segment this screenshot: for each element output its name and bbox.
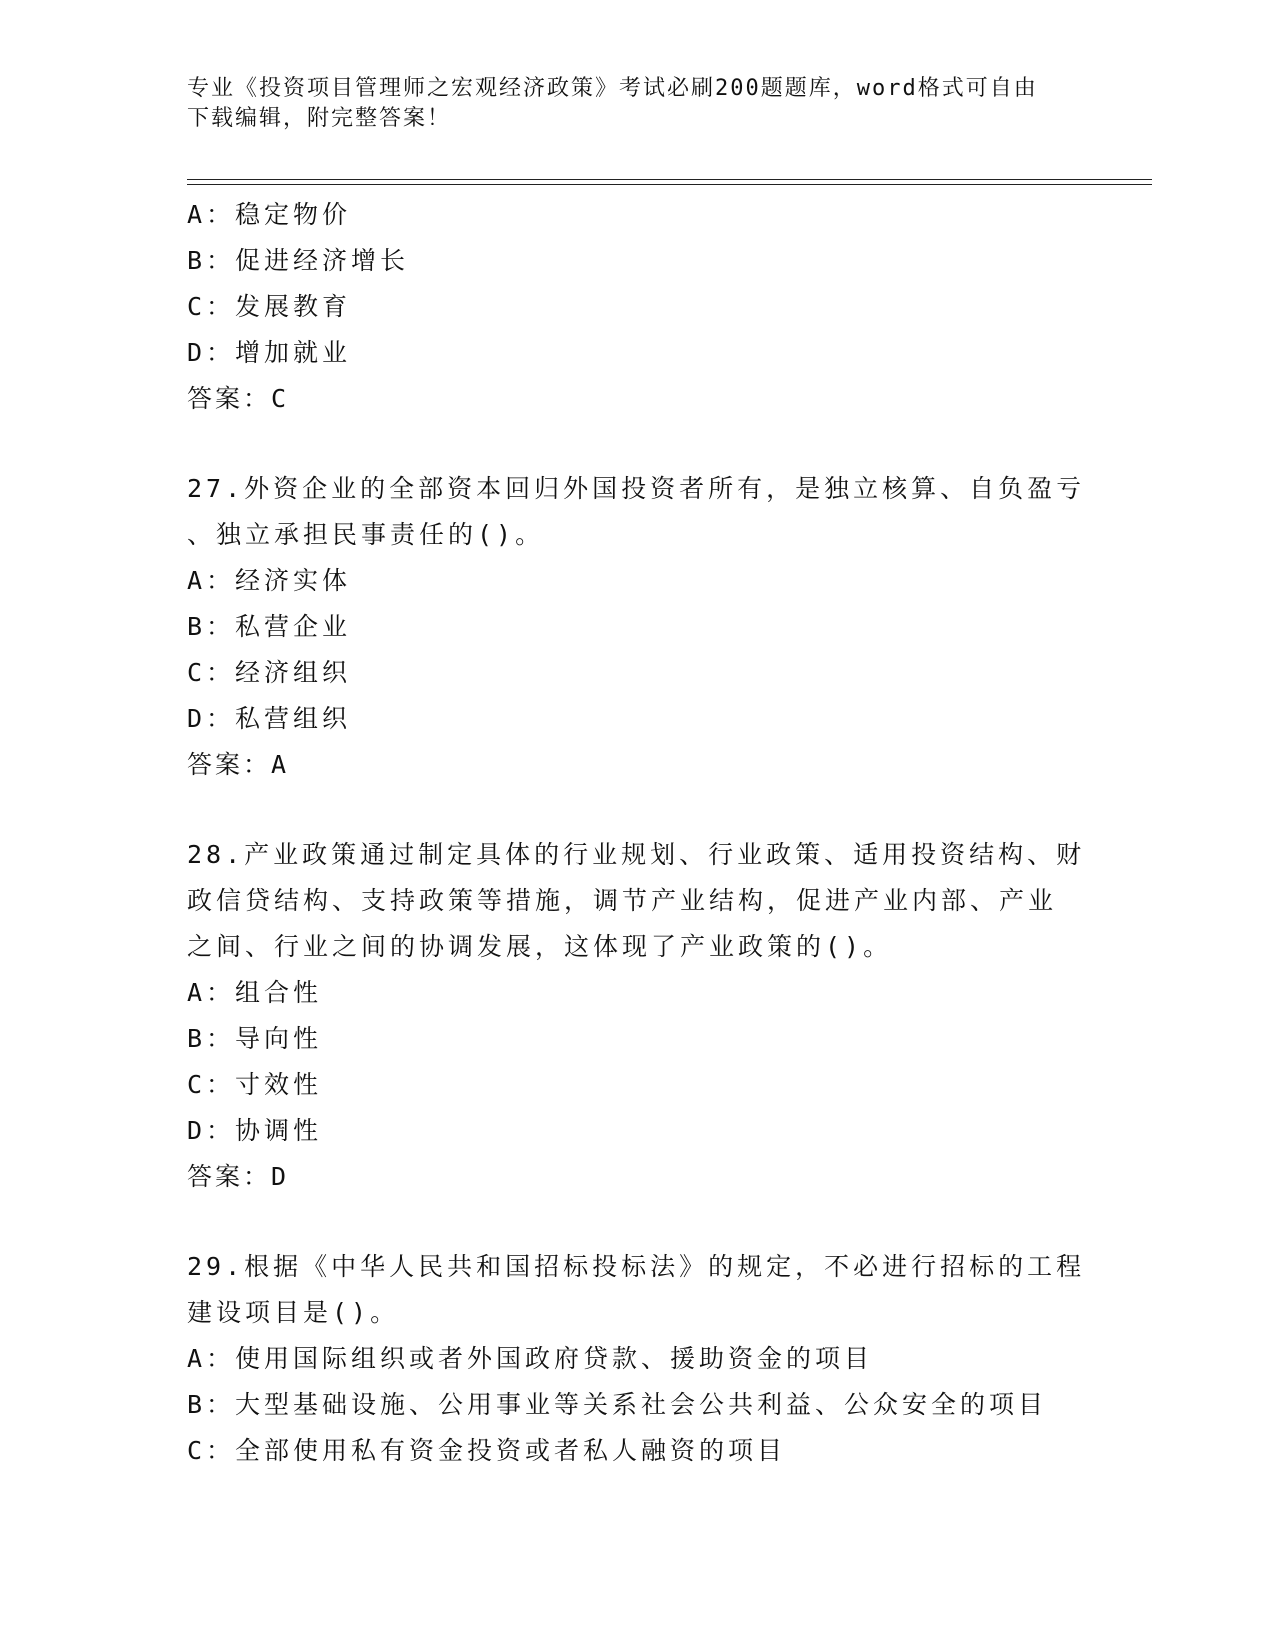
option-d: D：私营组织 [187,704,352,733]
question-stem-line: 、独立承担民事责任的()。 [187,520,545,549]
header-line-2: 下载编辑，附完整答案！ [187,106,452,131]
option-c: C：全部使用私有资金投资或者私人融资的项目 [187,1436,787,1465]
option-b: B：导向性 [187,1024,323,1053]
question-block [187,192,1087,422]
document-header [187,74,1067,134]
question-stem-line: 政信贷结构、支持政策等措施，调节产业结构，促进产业内部、产业 [187,886,1058,915]
answer-line: 答案：D [187,1162,290,1191]
answer-line: 答案：A [187,750,290,779]
answer-line: 答案：C [187,384,290,413]
question-block [187,1244,1087,1474]
header-rule-top [187,179,1152,180]
option-c: C：发展教育 [187,292,352,321]
question-block [187,466,1087,788]
header-line-1: 专业《投资项目管理师之宏观经济政策》考试必刷200题题库，word格式可自由 [187,76,1038,101]
option-d: D：协调性 [187,1116,323,1145]
question-block [187,832,1087,1200]
header-rule-bottom [187,184,1152,185]
question-stem-line: 27.外资企业的全部资本回归外国投资者所有，是独立核算、自负盈亏 [187,474,1086,503]
option-a: A：稳定物价 [187,200,352,229]
option-c: C：寸效性 [187,1070,323,1099]
option-d: D：增加就业 [187,338,352,367]
question-stem-line: 建设项目是()。 [187,1298,400,1327]
option-a: A：经济实体 [187,566,352,595]
option-a: A：使用国际组织或者外国政府贷款、援助资金的项目 [187,1344,874,1373]
option-b: B：促进经济增长 [187,246,410,275]
option-b: B：大型基础设施、公用事业等关系社会公共利益、公众安全的项目 [187,1390,1048,1419]
option-c: C：经济组织 [187,658,352,687]
option-a: A：组合性 [187,978,323,1007]
question-list [187,192,1087,1474]
option-b: B：私营企业 [187,612,352,641]
question-stem-line: 之间、行业之间的协调发展，这体现了产业政策的()。 [187,932,893,961]
question-stem-line: 29.根据《中华人民共和国招标投标法》的规定，不必进行招标的工程 [187,1252,1086,1281]
question-stem-line: 28.产业政策通过制定具体的行业规划、行业政策、适用投资结构、财 [187,840,1086,869]
